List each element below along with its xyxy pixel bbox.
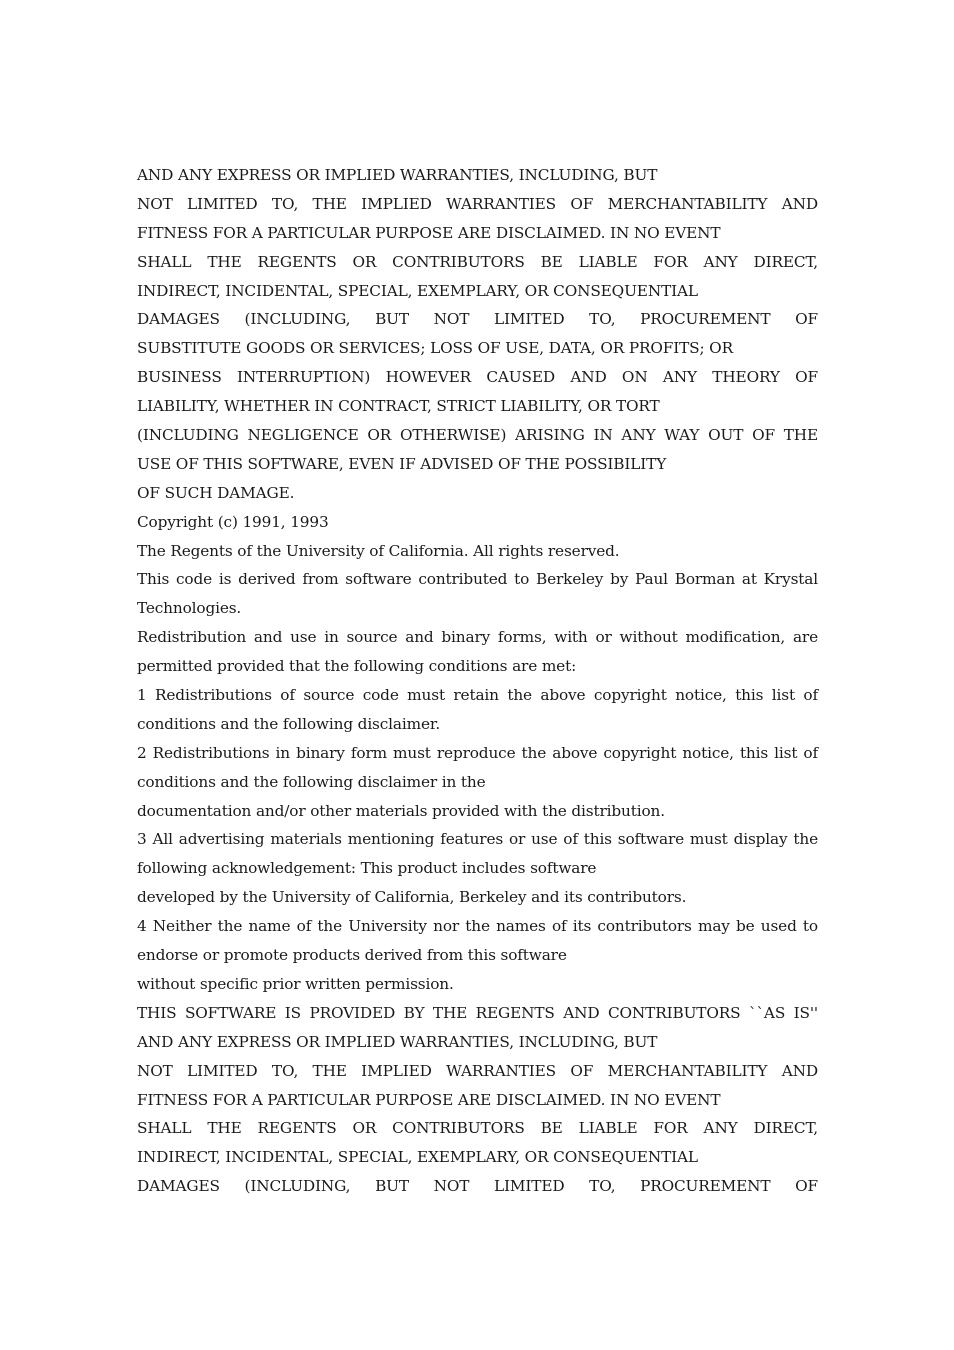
text-line: permitted provided that the following conditions are met: (137, 657, 577, 676)
text-line: FITNESS FOR A PARTICULAR PURPOSE ARE DISCLAIMED. IN NO EVENT (137, 223, 721, 242)
text-line: NOT LIMITED TO, THE IMPLIED WARRANTIES OF MERCHANTABILITY AND (137, 194, 818, 213)
condition-line: 4 Neither the name of the University nor the names of its contributors may be used to (137, 917, 818, 936)
copyright-line: Copyright (c) 1991, 1993 (137, 512, 329, 531)
condition-line: conditions and the following disclaimer in the (137, 772, 486, 791)
disclaimer-line: THIS SOFTWARE IS PROVIDED BY THE REGENTS AND CONTRIBUTORS ``AS IS'' (137, 1003, 818, 1022)
text-line: Redistribution and use in source and binary forms, with or without modification, are (137, 628, 818, 647)
text-line: SUBSTITUTE GOODS OR SERVICES; LOSS OF USE, DATA, OR PROFITS; OR (137, 339, 733, 358)
text-line: SHALL THE REGENTS OR CONTRIBUTORS BE LIABLE FOR ANY DIRECT, (137, 252, 818, 271)
condition-line: documentation and/or other materials provided with the distribution. (137, 801, 665, 820)
disclaimer-line: DAMAGES (INCLUDING, BUT NOT LIMITED TO, PROCUREMENT OF (137, 1177, 818, 1196)
condition-line: conditions and the following disclaimer. (137, 714, 441, 733)
text-line: This code is derived from software contributed to Berkeley by Paul Borman at Krystal (137, 570, 818, 589)
disclaimer-line: SHALL THE REGENTS OR CONTRIBUTORS BE LIABLE FOR ANY DIRECT, (137, 1119, 818, 1138)
text-line: INDIRECT, INCIDENTAL, SPECIAL, EXEMPLARY, OR CONSEQUENTIAL (137, 281, 698, 300)
text-line: The Regents of the University of California. All rights reserved. (137, 541, 620, 560)
text-line: USE OF THIS SOFTWARE, EVEN IF ADVISED OF THE POSSIBILITY (137, 454, 667, 473)
text-line: LIABILITY, WHETHER IN CONTRACT, STRICT LIABILITY, OR TORT (137, 397, 660, 416)
text-line: OF SUCH DAMAGE. (137, 483, 295, 502)
text-line: (INCLUDING NEGLIGENCE OR OTHERWISE) ARISING IN ANY WAY OUT OF THE (137, 426, 818, 445)
condition-line: developed by the University of California, Berkeley and its contributors. (137, 888, 687, 907)
text-line: DAMAGES (INCLUDING, BUT NOT LIMITED TO, PROCUREMENT OF (137, 310, 818, 329)
text-line: Technologies. (137, 599, 242, 618)
condition-line: 1 Redistributions of source code must retain the above copyright notice, this list of (137, 686, 818, 705)
disclaimer-line: NOT LIMITED TO, THE IMPLIED WARRANTIES OF MERCHANTABILITY AND (137, 1061, 818, 1080)
condition-line: 2 Redistributions in binary form must reproduce the above copyright notice, this list of (137, 743, 818, 762)
condition-line: endorse or promote products derived from this software (137, 946, 567, 965)
condition-line: following acknowledgement: This product includes software (137, 859, 597, 878)
document-body (137, 161, 818, 1201)
disclaimer-line: AND ANY EXPRESS OR IMPLIED WARRANTIES, INCLUDING, BUT (137, 1032, 658, 1051)
text-line: AND ANY EXPRESS OR IMPLIED WARRANTIES, INCLUDING, BUT (137, 166, 658, 184)
condition-line: without specific prior written permission. (137, 974, 454, 993)
condition-line: 3 All advertising materials mentioning features or use of this software must display the (137, 830, 818, 849)
disclaimer-line: FITNESS FOR A PARTICULAR PURPOSE ARE DISCLAIMED. IN NO EVENT (137, 1090, 721, 1109)
text-line: BUSINESS INTERRUPTION) HOWEVER CAUSED AND ON ANY THEORY OF (137, 368, 818, 387)
disclaimer-line: INDIRECT, INCIDENTAL, SPECIAL, EXEMPLARY, OR CONSEQUENTIAL (137, 1148, 698, 1167)
